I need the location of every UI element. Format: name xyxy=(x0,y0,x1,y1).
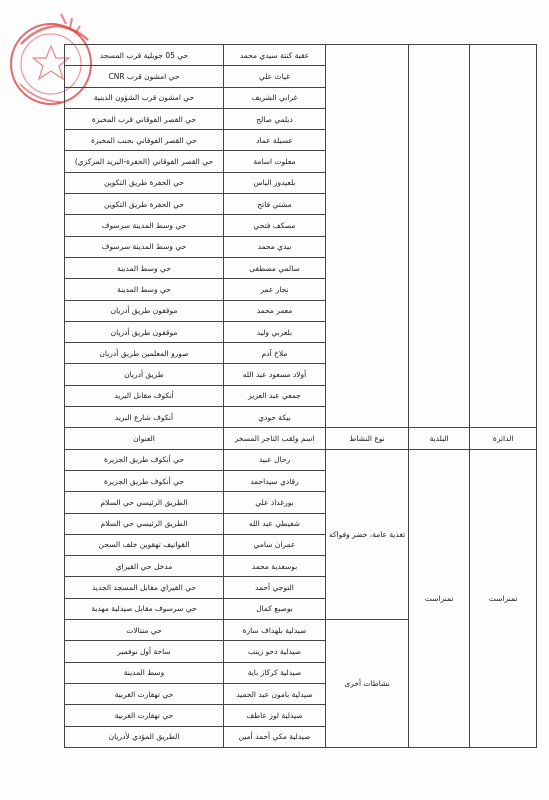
address-cell: حي القصر الفوقاني قرب المخبزة xyxy=(65,108,224,129)
address-cell: حي الحفرة طريق التكوين xyxy=(65,194,224,215)
merchant-name-cell: نجار عمر xyxy=(224,279,326,300)
address-cell: الطريق الرئيسي حي السلام xyxy=(65,513,224,534)
merchant-name-cell: مسكف فتحي xyxy=(224,215,326,236)
address-cell: حي تهقارت الغربية xyxy=(65,683,224,704)
merchant-name-cell: معلوت اسامة xyxy=(224,151,326,172)
merchant-name-cell: بورغداد علي xyxy=(224,492,326,513)
merchant-name-cell: ديلمي صالح xyxy=(224,108,326,129)
address-cell: موقفون طريق أدريان xyxy=(65,300,224,321)
merchant-name-cell: غرابي الشريف xyxy=(224,87,326,108)
address-cell: حي امشون قرب الشؤون الدينية xyxy=(65,87,224,108)
merchant-name-cell: صيدلية لوز عاطف xyxy=(224,705,326,726)
address-cell: صورو المعلمين طريق أدريان xyxy=(65,343,224,364)
activity-other-cell: نشاطات أخرى xyxy=(326,620,409,748)
address-cell: حي امشون قرب CNR xyxy=(65,66,224,87)
empty-cell xyxy=(409,45,470,428)
header-address: العنوان xyxy=(65,428,224,449)
merchant-name-cell: شفيطي عبد الله xyxy=(224,513,326,534)
header-merchant: اسم ولقب التاجر المسخر xyxy=(224,428,326,449)
address-cell: القوانيف تهقوين خلف السجن xyxy=(65,534,224,555)
merchant-name-cell: عمران سامي xyxy=(224,534,326,555)
merchant-name-cell: بلعيدوز الياس xyxy=(224,172,326,193)
address-cell: حي 05 جويلية قرب المسجد xyxy=(65,45,224,66)
address-cell: حي القصر الفوقاني (الحفرة-البريد المركزي) xyxy=(65,151,224,172)
merchant-name-cell: عقبة كنتة سيدي محمد xyxy=(224,45,326,66)
table-row xyxy=(65,449,537,470)
merchant-name-cell: غياث علي xyxy=(224,66,326,87)
address-cell: حي الحفرة طريق التكوين xyxy=(65,172,224,193)
merchant-name-cell: صيدلية بامون عبد الحميد xyxy=(224,683,326,704)
address-cell: حي منتالات xyxy=(65,620,224,641)
merchant-name-cell: بوصبع كمال xyxy=(224,598,326,619)
merchant-name-cell: بيكة حودي xyxy=(224,407,326,428)
merchant-name-cell: سالمي مصطفى xyxy=(224,257,326,278)
address-cell: حي القصر الفوقاني بجنب المخبزة xyxy=(65,130,224,151)
address-cell: وسط المدينة xyxy=(65,662,224,683)
merchant-name-cell: رحال عبيد xyxy=(224,449,326,470)
address-cell: ساحة أول نوفمبر xyxy=(65,641,224,662)
merchant-name-cell: صيدلية كركاز باية xyxy=(224,662,326,683)
merchant-name-cell: صيدلية دحو زينب xyxy=(224,641,326,662)
merchant-name-cell: بيدي محمد xyxy=(224,236,326,257)
address-cell: حي أنكوف طريق الجزيرة xyxy=(65,449,224,470)
merchant-name-cell: عسيلة عماد xyxy=(224,130,326,151)
address-cell: أنكوف مقابل البريد xyxy=(65,385,224,406)
address-cell: مدخل حي القيراي xyxy=(65,556,224,577)
merchant-name-cell: رقادي سيداحمد xyxy=(224,470,326,491)
merchant-name-cell: صيدلية مكي أحمد أمين xyxy=(224,726,326,747)
merchant-name-cell: بلعربي وليد xyxy=(224,321,326,342)
activity-food-cell: تغذية عامة، خضر وفواكه xyxy=(326,449,409,619)
empty-cell xyxy=(470,45,537,428)
merchant-name-cell: معمر محمد xyxy=(224,300,326,321)
header-row xyxy=(65,428,537,449)
address-cell: حي تهقارت الغربية xyxy=(65,705,224,726)
table-row xyxy=(65,45,537,66)
municipality-cell: تمنراست xyxy=(409,449,470,747)
merchant-name-cell: بوسعدية محمد xyxy=(224,556,326,577)
address-cell: أنكوف شارع البريد xyxy=(65,407,224,428)
address-cell: الطريق الرئيسي حي السلام xyxy=(65,492,224,513)
merchant-name-cell: صيدلية بلهداف سارة xyxy=(224,620,326,641)
merchant-name-cell: التوجي أحمد xyxy=(224,577,326,598)
merchant-name-cell: جمعي عبد العزيز xyxy=(224,385,326,406)
address-cell: موقفون طريق أدريان xyxy=(65,321,224,342)
address-cell: حي وسط المدينة سرسوف xyxy=(65,215,224,236)
merchant-name-cell: أولاد مسعود عبد الله xyxy=(224,364,326,385)
address-cell: حي سرسوف مقابل صيدلية مهدية xyxy=(65,598,224,619)
address-cell: حي وسط المدينة xyxy=(65,257,224,278)
header-district: الدائرة xyxy=(470,428,537,449)
empty-cell xyxy=(326,45,409,428)
merchant-name-cell: ملاخ آدم xyxy=(224,343,326,364)
address-cell: حي وسط المدينة xyxy=(65,279,224,300)
address-cell: حي القيراي مقابل المسجد الجديد xyxy=(65,577,224,598)
header-activity: نوع النشاط xyxy=(326,428,409,449)
merchant-name-cell: مشتي فاتح xyxy=(224,194,326,215)
merchants-table xyxy=(64,44,537,748)
address-cell: حي وسط المدينة سرسوف xyxy=(65,236,224,257)
district-cell: تمنراست xyxy=(470,449,537,747)
address-cell: الطريق المؤدي لأدريان xyxy=(65,726,224,747)
header-municipality: البلدية xyxy=(409,428,470,449)
address-cell: حي أنكوف طريق الجزيرة xyxy=(65,470,224,491)
address-cell: طريق أدريان xyxy=(65,364,224,385)
